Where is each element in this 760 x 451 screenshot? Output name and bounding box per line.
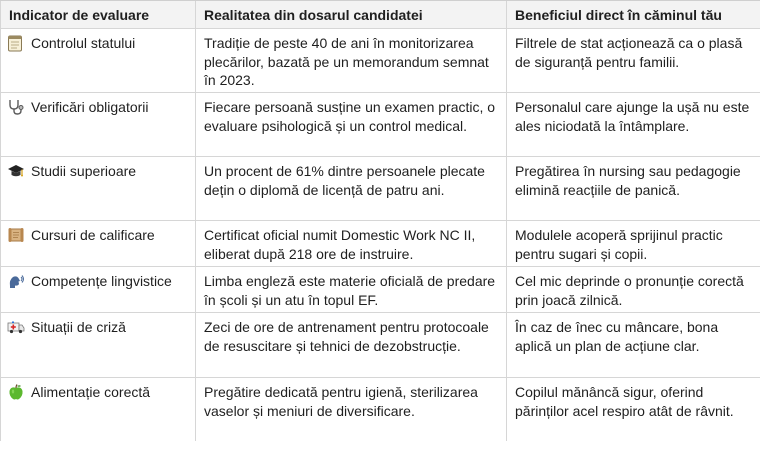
- table-row: [0, 313, 760, 378]
- reality-cell: Pregătire dedicată pentru igienă, sterilizarea vaselor și meniuri de diversificare.: [196, 378, 507, 441]
- indicator-label: Competențe lingvistice: [31, 273, 172, 289]
- indicator-cell: [0, 313, 196, 377]
- table-row: [0, 157, 760, 221]
- table-row: [0, 221, 760, 267]
- benefit-cell: Cel mic deprinde o pronunție corectă prin joacă zilnică.: [515, 273, 744, 308]
- indicator-label: Controlul statului: [31, 35, 136, 51]
- reality-cell: Fiecare persoană susține un examen practic, o evaluare psihologică și un control medical.: [196, 93, 507, 156]
- indicator-label: Cursuri de calificare: [31, 227, 155, 243]
- header-indicator: Indicator de evaluare: [0, 1, 196, 28]
- header-benefit: Beneficiul direct în căminul tău: [515, 7, 722, 23]
- indicator-cell: [0, 378, 196, 441]
- benefit-cell: Personalul care ajunge la ușă nu este ales niciodată la întâmplare.: [515, 99, 750, 134]
- reality-cell: Un procent de 61% dintre persoanele plecate dețin o diplomă de licență de patru ani.: [196, 157, 507, 220]
- table-row: [0, 29, 760, 93]
- indicator-cell: [0, 267, 196, 312]
- table-row: [0, 378, 760, 441]
- scroll-icon: [7, 226, 25, 244]
- table-row: [0, 93, 760, 157]
- stethoscope-icon: [7, 98, 25, 116]
- benefit-cell: În caz de înec cu mâncare, bona aplică un plan de acțiune clar.: [515, 319, 719, 354]
- indicator-label: Verificări obligatorii: [31, 99, 149, 115]
- reality-cell: Zeci de ore de antrenament pentru protocoale de resuscitare și tehnici de dezobstrucție.: [196, 313, 507, 377]
- reality-cell: Certificat oficial numit Domestic Work NC II, eliberat după 218 ore de instruire.: [196, 221, 507, 266]
- indicator-label: Situații de criză: [31, 319, 126, 335]
- speaking-head-icon: [7, 272, 25, 290]
- reality-cell: Limba engleză este materie oficială de predare în școli și un atu în topul EF.: [196, 267, 507, 312]
- graduation-cap-icon: [7, 162, 25, 180]
- green-apple-icon: [7, 383, 25, 401]
- table-row: [0, 267, 760, 313]
- indicator-cell: [0, 93, 196, 156]
- indicator-cell: [0, 157, 196, 220]
- benefit-cell: Filtrele de stat acționează ca o plasă de siguranță pentru familii.: [515, 35, 743, 70]
- table-header-row: [0, 0, 760, 29]
- indicator-cell: [0, 29, 196, 92]
- indicator-cell: [0, 221, 196, 266]
- benefit-cell: Pregătirea în nursing sau pedagogie elimină reacțiile de panică.: [515, 163, 741, 198]
- indicator-label: Alimentație corectă: [31, 384, 151, 400]
- notepad-icon: [7, 34, 25, 52]
- benefit-cell: Copilul mănâncă sigur, oferind părinților acel respiro atât de râvnit.: [515, 384, 734, 419]
- ambulance-icon: [7, 318, 25, 336]
- indicator-label: Studii superioare: [31, 163, 137, 179]
- reality-cell: Tradiție de peste 40 de ani în monitorizarea plecărilor, bazată pe un memorandum semnat în 2023.: [196, 29, 507, 92]
- benefit-cell: Modulele acoperă sprijinul practic pentru sugari și copii.: [515, 227, 723, 262]
- header-reality: Realitatea din dosarul candidatei: [196, 1, 507, 28]
